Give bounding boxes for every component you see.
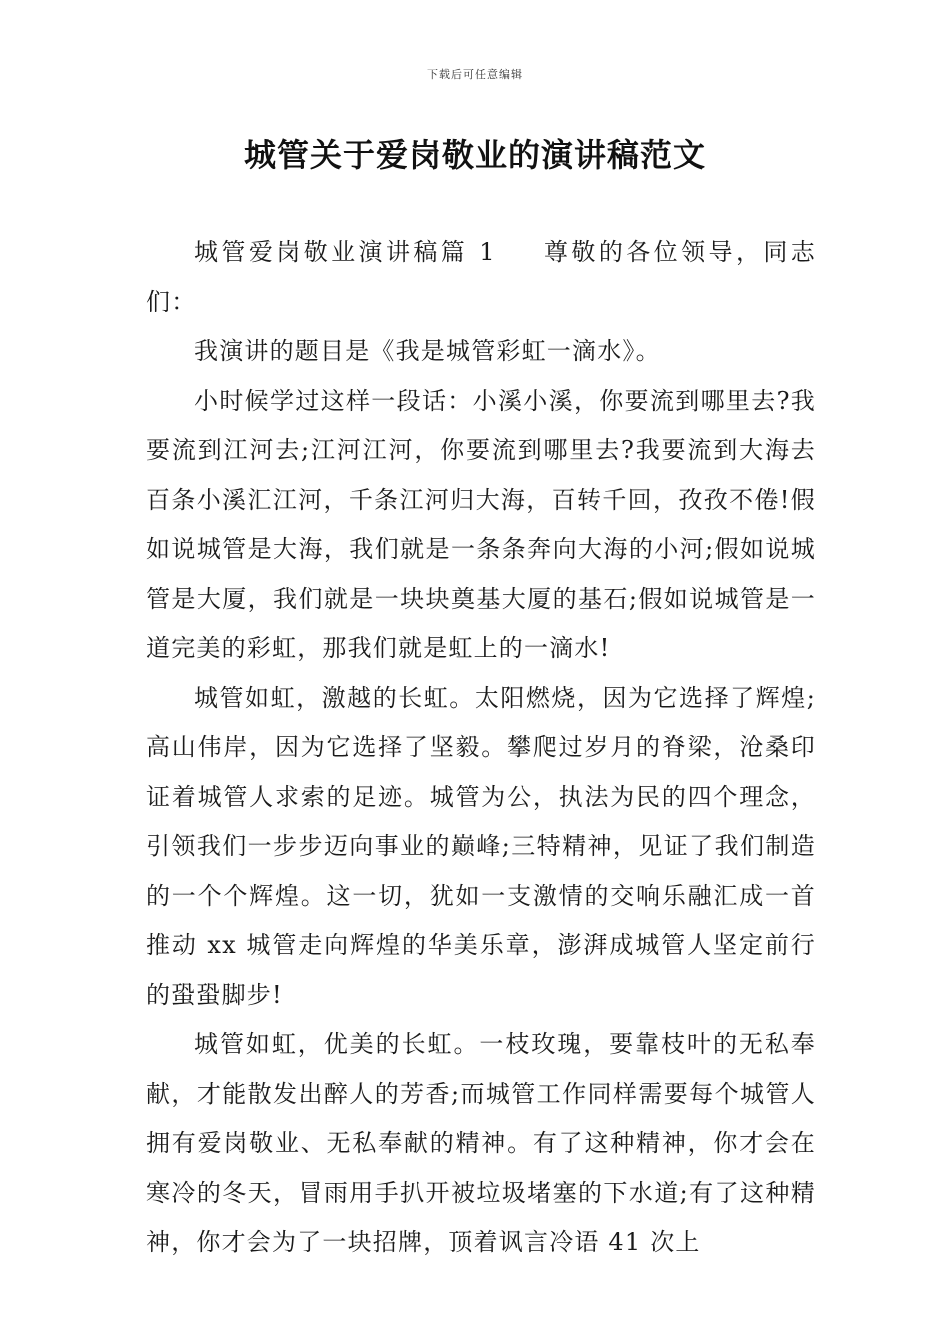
paragraph: 城管如虹，优美的长虹。一枝玫瑰，要靠枝叶的无私奉献，才能散发出醉人的芳香;而城管工作同样需要每个城管人拥有爱岗敬业、无私奉献的精神。有了这种精神，你才会在寒冷的冬天，冒雨用手扒开被垃圾堵塞的下水道;有了这种精神，你才会为了一块招牌，顶着讽言冷语 41 次上 xyxy=(146,1030,816,1256)
salutation: 尊敬的各位领导，同志们： xyxy=(146,238,816,316)
paragraph: 小时候学过这样一段话：小溪小溪，你要流到哪里去?我要流到江河去;江河江河，你要流到哪里去?我要流到大海去百条小溪汇江河，千条江河归大海，百转千回，孜孜不倦!假如说城管是大海，我们就是一条条奔向大海的小河;假如说城管是大厦，我们就是一块块奠基大厦的基石;假如说城管是一道完美的彩虹，那我们就是虹上的一滴水! xyxy=(146,386,816,662)
intro-heading: 城管爱岗敬业演讲稿篇 1 xyxy=(194,238,496,266)
paragraph: 城管如虹，激越的长虹。太阳燃烧，因为它选择了辉煌;高山伟岸，因为它选择了坚毅。攀爬过岁月的脊梁，沧桑印证着城管人求索的足迹。城管为公，执法为民的四个理念，引领我们一步步迈向事业的巅峰;三特精神，见证了我们制造的一个个辉煌。这一切，犹如一支激情的交响乐融汇成一首推动 xx 城管走向辉煌的华美乐章，澎湃成城管人坚定前行的蛩蛩脚步! xyxy=(146,683,816,1009)
document-title: 城管关于爱岗敬业的演讲稿范文 xyxy=(243,136,706,174)
paragraph: 我演讲的题目是《我是城管彩虹一滴水》。 xyxy=(194,337,661,365)
document-body xyxy=(146,228,816,1268)
intro-line xyxy=(146,228,816,327)
header-note: 下载后可任意编辑 xyxy=(427,68,523,81)
